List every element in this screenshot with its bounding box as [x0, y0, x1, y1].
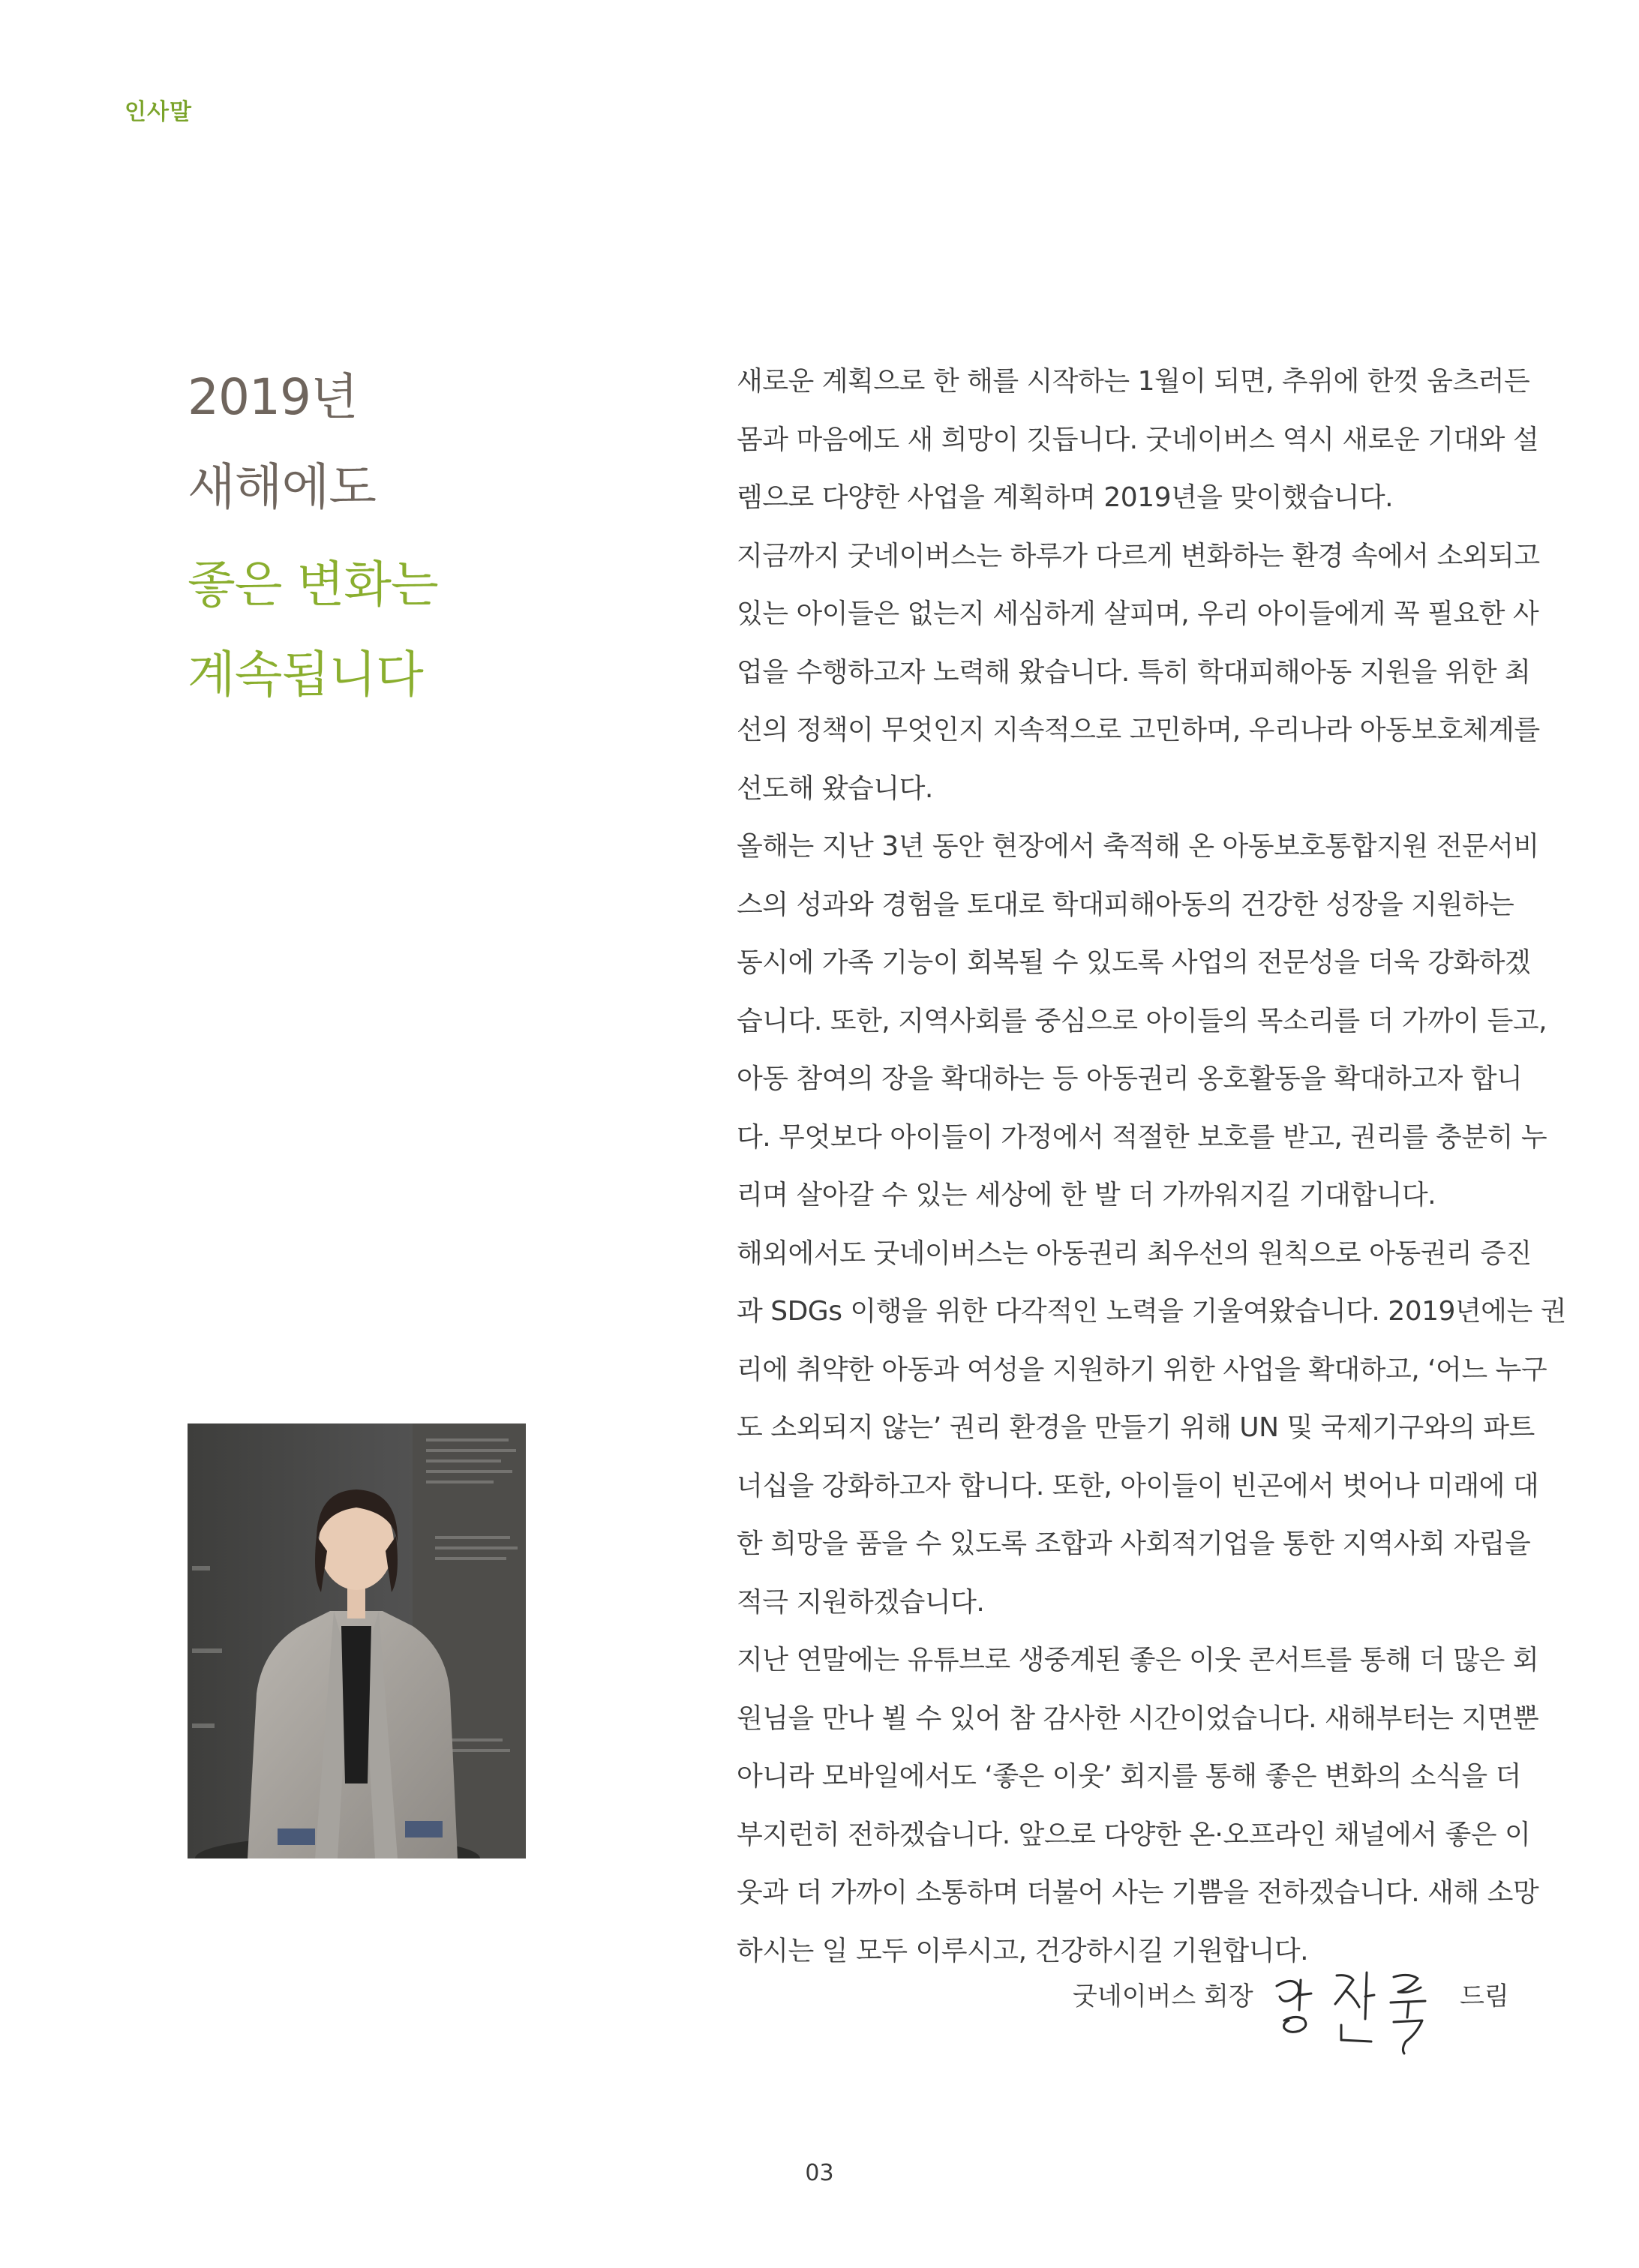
body-line: 지금까지 굿네이버스는 하루가 다르게 변화하는 환경 속에서 소외되고 [737, 540, 1540, 572]
body-line: 적극 지원하겠습니다. [737, 1586, 985, 1618]
body-line: 업을 수행하고자 노력해 왔습니다. 특히 학대피해아동 지원을 위한 최 [737, 656, 1531, 688]
body-line: 과 SDGs 이행을 위한 다각적인 노력을 기울여왔습니다. 2019년에는 권 [737, 1296, 1566, 1327]
body-line: 다. 무엇보다 아이들이 가정에서 적절한 보호를 받고, 권리를 충분히 누 [737, 1121, 1547, 1153]
body-line: 웃과 더 가까이 소통하며 더불어 사는 기쁨을 전하겠습니다. 새해 소망 [737, 1877, 1539, 1908]
headline-year: 2019년 [188, 368, 358, 426]
body-line: 부지런히 전하겠습니다. 앞으로 다양한 온·오프라인 채널에서 좋은 이 [737, 1819, 1531, 1850]
signoff [1073, 1950, 1538, 2055]
body-line: 원님을 만나 뵐 수 있어 참 감사한 시간이었습니다. 새해부터는 지면뿐 [737, 1702, 1539, 1734]
body-line: 아니라 모바일에서도 ‘좋은 이웃’ 회지를 통해 좋은 변화의 소식을 더 [737, 1761, 1521, 1792]
body-line: 한 희망을 품을 수 있도록 조합과 사회적기업을 통한 지역사회 자립을 [737, 1528, 1531, 1559]
body-line: 습니다. 또한, 지역사회를 중심으로 아이들의 목소리를 더 가까이 듣고, [737, 1005, 1547, 1036]
greeting-body-text [737, 352, 1566, 1980]
section-label: 인사말 [125, 99, 192, 125]
body-line: 도 소외되지 않는’ 권리 환경을 만들기 위해 UN 및 국제기구와의 파트 [737, 1412, 1535, 1443]
body-line: 리며 살아갈 수 있는 세상에 한 발 더 가까워지길 기대합니다. [737, 1180, 1436, 1210]
body-line: 렘으로 다양한 사업을 계획하며 2019년을 맞이했습니다. [737, 482, 1394, 513]
headline [188, 352, 438, 720]
body-line: 몸과 마음에도 새 희망이 깃듭니다. 굿네이버스 역시 새로운 기대와 설 [737, 424, 1539, 455]
body-line: 선도해 왔습니다. [737, 772, 933, 804]
signoff-suffix: 드림 [1460, 1982, 1509, 2012]
body-line: 있는 아이들은 없는지 세심하게 살피며, 우리 아이들에게 꼭 필요한 사 [737, 598, 1539, 629]
headline-new-year: 새해에도 [188, 458, 377, 516]
body-line: 아동 참여의 장을 확대하는 등 아동권리 옹호활동을 확대하고자 합니 [737, 1064, 1523, 1094]
president-portrait-photo [188, 1424, 526, 1858]
handwritten-signature [1262, 1950, 1449, 2058]
headline-good-change: 좋은 변화는 [188, 556, 438, 614]
body-line: 스의 성과와 경험을 토대로 학대피해아동의 건강한 성장을 지원하는 [737, 889, 1514, 920]
body-line: 선의 정책이 무엇인지 지속적으로 고민하며, 우리나라 아동보호체계를 [737, 715, 1540, 746]
body-line: 하시는 일 모두 이루시고, 건강하시길 기원합니다. [737, 1935, 1309, 1966]
body-line: 동시에 가족 기능이 회복될 수 있도록 사업의 전문성을 더욱 강화하겠 [737, 947, 1531, 978]
headline-continues: 계속됩니다 [188, 646, 423, 704]
body-line: 지난 연말에는 유튜브로 생중계된 좋은 이웃 콘서트를 통해 더 많은 회 [737, 1645, 1539, 1676]
page-number: 03 [805, 2160, 834, 2186]
body-line: 해외에서도 굿네이버스는 아동권리 최우선의 원칙으로 아동권리 증진 [737, 1238, 1532, 1269]
body-line: 올해는 지난 3년 동안 현장에서 축적해 온 아동보호통합지원 전문서비 [737, 831, 1539, 862]
body-line: 너십을 강화하고자 합니다. 또한, 아이들이 빈곤에서 벗어나 미래에 대 [737, 1470, 1539, 1502]
body-line: 리에 취약한 아동과 여성을 지원하기 위한 사업을 확대하고, ‘어느 누구 [737, 1354, 1547, 1385]
body-line: 새로운 계획으로 한 해를 시작하는 1월이 되면, 추위에 한껏 움츠러든 [737, 366, 1530, 397]
signoff-org-title: 굿네이버스 회장 [1073, 1982, 1253, 2012]
